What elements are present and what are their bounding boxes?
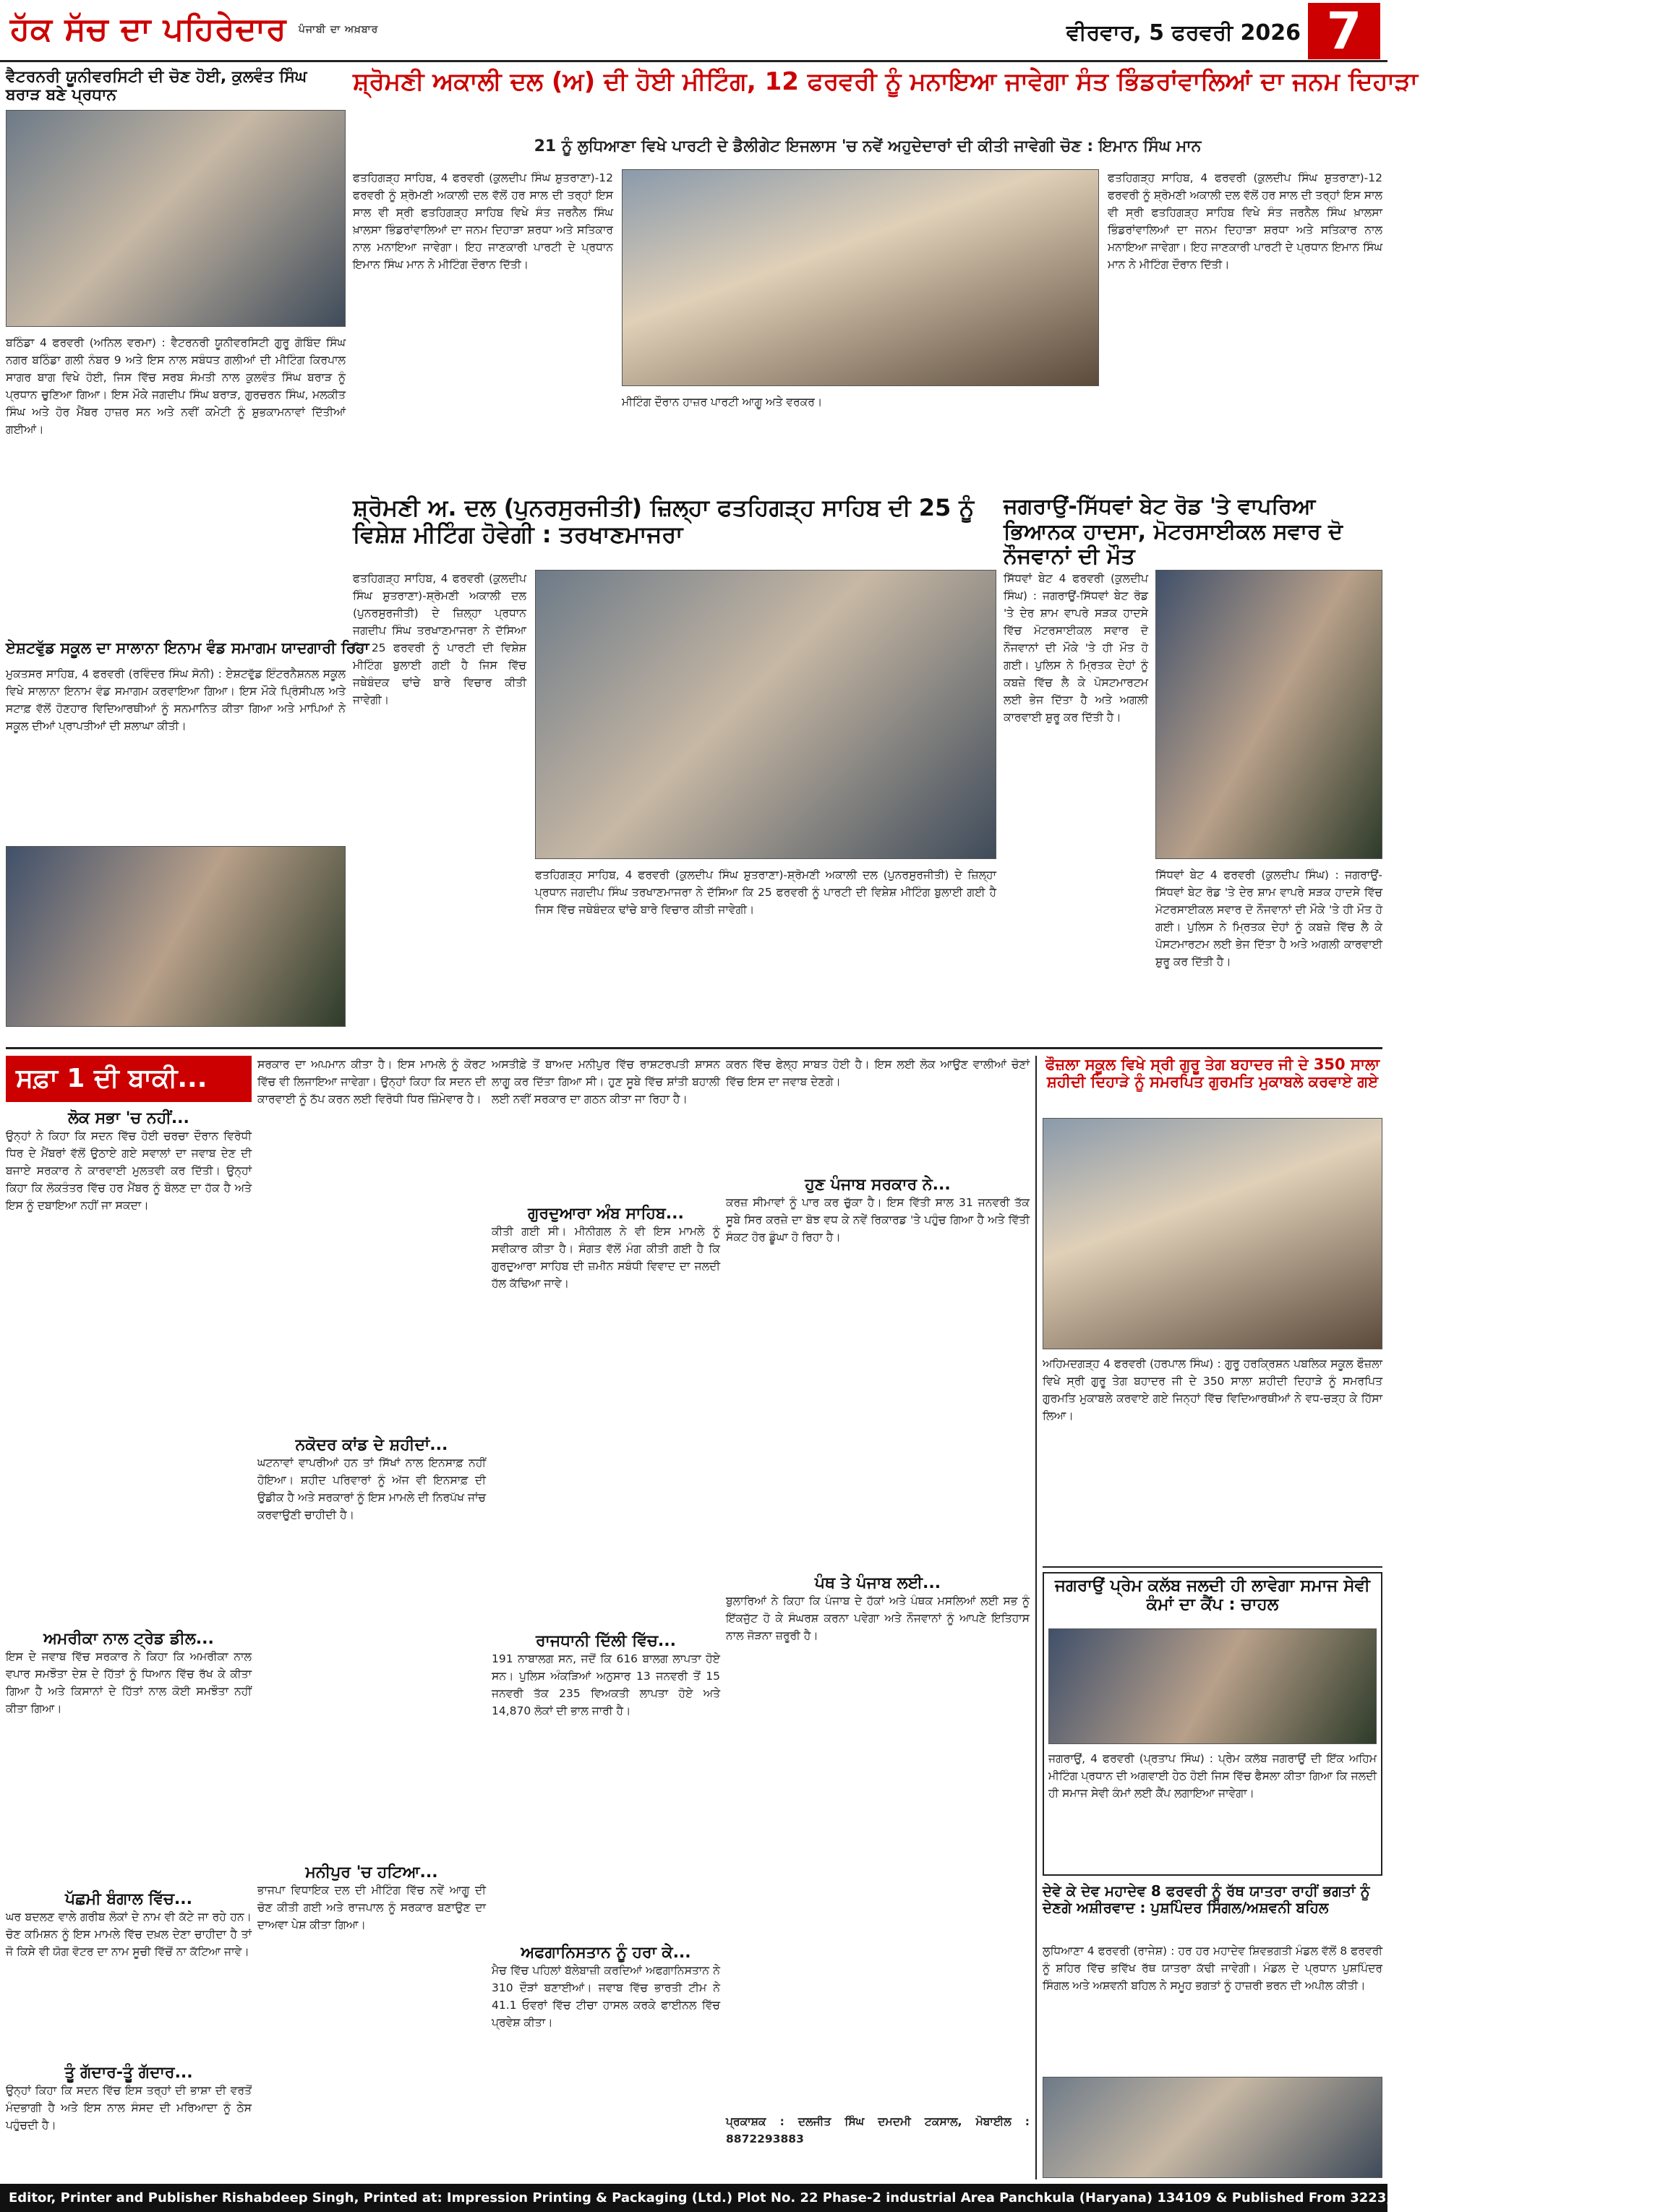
section-divider bbox=[1043, 1566, 1382, 1568]
continuation-item bbox=[6, 1630, 252, 1890]
continuation-body: ਮੈਚ ਵਿੱਚ ਪਹਿਲਾਂ ਬੱਲੇਬਾਜ਼ੀ ਕਰਦਿਆਂ ਅਫਗਾਨਿਸਤਾਨ ਨੇ 310 ਦੌੜਾਂ ਬਣਾਈਆਂ। ਜਵਾਬ ਵਿੱਚ ਭਾਰਤੀ ਟੀਮ ਨੇ 41.1 ਓਵਰਾਂ ਵਿੱਚ ਟੀਚਾ ਹਾਸਲ ਕਰਕੇ ਫਾਈਨਲ ਵਿੱਚ ਪ੍ਰਵੇਸ਼ ਕੀਤਾ। bbox=[492, 1964, 720, 2030]
newspaper-logo: ਹੱਕ ਸੱਚ ਦਾ ਪਹਿਰੇਦਾਰ $^{ਪੰਜਾਬੀ ਦਾ ਅਖ਼ਬਾਰ}$ bbox=[10, 11, 379, 48]
story-prem-club bbox=[1043, 1572, 1382, 1876]
issue-date: ਵੀਰਵਾਰ, 5 ਫਰਵਰੀ 2026 bbox=[1066, 20, 1301, 46]
story-body: ਫਤਹਿਗੜ੍ਹ ਸਾਹਿਬ, 4 ਫਰਵਰੀ (ਕੁਲਦੀਪ ਸਿੰਘ ਸ਼ੁਤਰਾਣਾ)-ਸ਼੍ਰੋਮਣੀ ਅਕਾਲੀ ਦਲ (ਪੁਨਰਸੁਰਜੀਤੀ) ਦੇ ਜ਼ਿਲ੍ਹਾ ਪ੍ਰਧਾਨ ਜਗਦੀਪ ਸਿੰਘ ਤਰਖਾਣਮਾਜਰਾ ਨੇ ਦੱਸਿਆ ਕਿ 25 ਫਰਵਰੀ ਨੂੰ ਪਾਰਟੀ ਦੀ ਵਿਸ਼ੇਸ਼ ਮੀਟਿੰਗ ਬੁਲਾਈ ਗਈ ਹੈ ਜਿਸ ਵਿੱਚ ਜਥੇਬੰਦਕ ਢਾਂਚੇ ਬਾਰੇ ਵਿਚਾਰ ਕੀਤੀ ਜਾਵੇਗੀ। bbox=[353, 572, 526, 707]
continuation-body: ਸਰਕਾਰ ਦਾ ਅਪਮਾਨ ਕੀਤਾ ਹੈ। ਇਸ ਮਾਮਲੇ ਨੂੰ ਕੋਰਟ ਵਿੱਚ ਵੀ ਲਿਜਾਇਆ ਜਾਵੇਗਾ। ਉਨ੍ਹਾਂ ਕਿਹਾ ਕਿ ਸਦਨ ਦੀ ਕਾਰਵਾਈ ਨੂੰ ਠੱਪ ਕਰਨ ਲਈ ਵਿਰੋਧੀ ਧਿਰ ਜ਼ਿੰਮੇਵਾਰ ਹੈ। bbox=[257, 1058, 486, 1106]
continuation-body: ਘਟਨਾਵਾਂ ਵਾਪਰੀਆਂ ਹਨ ਤਾਂ ਸਿੱਖਾਂ ਨਾਲ ਇਨਸਾਫ਼ ਨਹੀਂ ਹੋਇਆ। ਸ਼ਹੀਦ ਪਰਿਵਾਰਾਂ ਨੂੰ ਅੱਜ ਵੀ ਇਨਸਾਫ਼ ਦੀ ਉਡੀਕ ਹੈ ਅਤੇ ਸਰਕਾਰਾਂ ਨੂੰ ਇਸ ਮਾਮਲੇ ਦੀ ਨਿਰਪੱਖ ਜਾਂਚ ਕਰਵਾਉਣੀ ਚਾਹੀਦੀ ਹੈ। bbox=[257, 1456, 486, 1522]
story-photo bbox=[1043, 2077, 1382, 2178]
continuation-body: ਕੀਤੀ ਗਈ ਸੀ। ਮੀਨੀਗਲ ਨੇ ਵੀ ਇਸ ਮਾਮਲੇ ਨੂੰ ਸਵੀਕਾਰ ਕੀਤਾ ਹੈ। ਸੰਗਤ ਵੱਲੋਂ ਮੰਗ ਕੀਤੀ ਗਈ ਹੈ ਕਿ ਗੁਰਦੁਆਰਾ ਸਾਹਿਬ ਦੀ ਜ਼ਮੀਨ ਸਬੰਧੀ ਵਿਵਾਦ ਦਾ ਜਲਦੀ ਹੱਲ ਕੱਢਿਆ ਜਾਵੇ। bbox=[492, 1225, 720, 1291]
headline: ਜਗਰਾਉਂ ਪ੍ਰੇਮ ਕਲੱਬ ਜਲਦੀ ਹੀ ਲਾਵੇਗਾ ਸਮਾਜ ਸੇਵੀ ਕੰਮਾਂ ਦਾ ਕੈਂਪ : ਚਾਹਲ bbox=[1055, 1576, 1370, 1615]
story-school bbox=[6, 639, 369, 1041]
continuations-col-4 bbox=[726, 1056, 1030, 2179]
continuation-body: ਉਨ੍ਹਾਂ ਕਿਹਾ ਕਿ ਸਦਨ ਵਿੱਚ ਇਸ ਤਰ੍ਹਾਂ ਦੀ ਭਾਸ਼ਾ ਦੀ ਵਰਤੋਂ ਮੰਦਭਾਗੀ ਹੈ ਅਤੇ ਇਸ ਨਾਲ ਸੰਸਦ ਦੀ ਮਰਿਆਦਾ ਨੂੰ ਠੇਸ ਪਹੁੰਚਦੀ ਹੈ। bbox=[6, 2084, 252, 2132]
continuation-body: ਉਨ੍ਹਾਂ ਨੇ ਕਿਹਾ ਕਿ ਸਦਨ ਵਿੱਚ ਹੋਈ ਚਰਚਾ ਦੌਰਾਨ ਵਿਰੋਧੀ ਧਿਰ ਦੇ ਮੈਂਬਰਾਂ ਵੱਲੋਂ ਉਠਾਏ ਗਏ ਸਵਾਲਾਂ ਦਾ ਜਵਾਬ ਦੇਣ ਦੀ ਬਜਾਏ ਸਰਕਾਰ ਨੇ ਕਾਰਵਾਈ ਮੁਲਤਵੀ ਕਰ ਦਿੱਤੀ। ਉਨ੍ਹਾਂ ਕਿਹਾ ਕਿ ਲੋਕਤੰਤਰ ਵਿੱਚ ਹਰ ਮੈਂਬਰ ਨੂੰ ਬੋਲਣ ਦਾ ਹੱਕ ਹੈ ਅਤੇ ਇਸ ਨੂੰ ਦਬਾਇਆ ਨਹੀਂ ਜਾ ਸਕਦਾ। bbox=[6, 1130, 252, 1213]
story-guru-tegh-bahadur bbox=[1043, 1056, 1382, 1562]
story-main bbox=[353, 67, 1418, 487]
publisher-credit: ਪ੍ਰਕਾਸ਼ਕ : ਦਲਜੀਤ ਸਿੰਘ ਦਮਦਮੀ ਟਕਸਾਲ, ਮੋਬਾਈਲ : 8872293883 bbox=[726, 2115, 1030, 2146]
story-body: ਬਠਿੰਡਾ 4 ਫਰਵਰੀ (ਅਨਿਲ ਵਰਮਾ) : ਵੈਟਰਨਰੀ ਯੂਨੀਵਰਸਿਟੀ ਗੁਰੂ ਗੋਬਿੰਦ ਸਿੰਘ ਨਗਰ ਬਠਿੰਡਾ ਗਲੀ ਨੰਬਰ 9 ਅਤੇ ਇਸ ਨਾਲ ਸਬੰਧਤ ਗਲੀਆਂ ਦੀ ਮੀਟਿੰਗ ਕਿਰਪਾਲ ਸਾਗਰ ਬਾਗ ਵਿਖੇ ਹੋਈ, ਜਿਸ ਵਿੱਚ ਸਰਬ ਸੰਮਤੀ ਨਾਲ ਕੁਲਵੰਤ ਸਿੰਘ ਬਰਾੜ ਨੂੰ ਪ੍ਰਧਾਨ ਚੁਣਿਆ ਗਿਆ। ਇਸ ਮੌਕੇ ਜਗਦੀਪ ਸਿੰਘ ਬਰਾੜ, ਗੁਰਚਰਨ ਸਿੰਘ, ਮਲਕੀਤ ਸਿੰਘ ਅਤੇ ਹੋਰ ਮੈਂਬਰ ਹਾਜ਼ਰ ਸਨ ਅਤੇ ਨਵੀਂ ਕਮੇਟੀ ਨੂੰ ਸ਼ੁਭਕਾਮਨਾਵਾਂ ਦਿੱਤੀਆਂ ਗਈਆਂ। bbox=[6, 336, 346, 437]
story-body-continued: ਫਤਹਿਗੜ੍ਹ ਸਾਹਿਬ, 4 ਫਰਵਰੀ (ਕੁਲਦੀਪ ਸਿੰਘ ਸ਼ੁਤਰਾਣਾ)-ਸ਼੍ਰੋਮਣੀ ਅਕਾਲੀ ਦਲ (ਪੁਨਰਸੁਰਜੀਤੀ) ਦੇ ਜ਼ਿਲ੍ਹਾ ਪ੍ਰਧਾਨ ਜਗਦੀਪ ਸਿੰਘ ਤਰਖਾਣਮਾਜਰਾ ਨੇ ਦੱਸਿਆ ਕਿ 25 ਫਰਵਰੀ ਨੂੰ ਪਾਰਟੀ ਦੀ ਵਿਸ਼ੇਸ਼ ਮੀਟਿੰਗ ਬੁਲਾਈ ਗਈ ਹੈ ਜਿਸ ਵਿੱਚ ਜਥੇਬੰਦਕ ਢਾਂਚੇ ਬਾਰੇ ਵਿਚਾਰ ਕੀਤੀ ਜਾਵੇਗੀ। bbox=[535, 868, 996, 917]
subheadline: 21 ਨੂੰ ਲੁਧਿਆਣਾ ਵਿਖੇ ਪਾਰਟੀ ਦੇ ਡੈਲੀਗੇਟ ਇਜਲਾਸ 'ਚ ਨਵੇਂ ਅਹੁਦੇਦਾਰਾਂ ਦੀ ਕੀਤੀ ਜਾਵੇਗੀ ਚੋਣ : ਇਮਾਨ ਸਿੰਘ ਮਾਨ bbox=[534, 137, 1202, 155]
continuation-title: ਲੋਕ ਸਭਾ 'ਚ ਨਹੀਂ... bbox=[68, 1109, 189, 1127]
story-photo bbox=[1043, 1118, 1382, 1349]
continuation-title: ਗੁਰਦੁਆਰਾ ਅੰਬ ਸਾਹਿਬ... bbox=[528, 1205, 684, 1223]
continuation-title: ਤੂੰ ਗੱਦਾਰ-ਤੂੰ ਗੱਦਾਰ... bbox=[64, 2064, 193, 2082]
continuation-item bbox=[6, 2064, 252, 2172]
continuation-body: ਭਾਜਪਾ ਵਿਧਾਇਕ ਦਲ ਦੀ ਮੀਟਿੰਗ ਵਿੱਚ ਨਵੇਂ ਆਗੂ ਦੀ ਚੋਣ ਕੀਤੀ ਗਈ ਅਤੇ ਰਾਜਪਾਲ ਨੂੰ ਸਰਕਾਰ ਬਣਾਉਣ ਦਾ ਦਾਅਵਾ ਪੇਸ਼ ਕੀਤਾ ਗਿਆ। bbox=[257, 1884, 486, 1932]
story-body: ਮੁਕਤਸਰ ਸਾਹਿਬ, 4 ਫਰਵਰੀ (ਰਵਿੰਦਰ ਸਿੰਘ ਸੋਨੀ) : ਏਸ਼ਟਵੁੱਡ ਇੰਟਰਨੈਸ਼ਨਲ ਸਕੂਲ ਵਿਖੇ ਸਾਲਾਨਾ ਇਨਾਮ ਵੰਡ ਸਮਾਗਮ ਕਰਵਾਇਆ ਗਿਆ। ਇਸ ਮੌਕੇ ਪ੍ਰਿੰਸੀਪਲ ਅਤੇ ਸਟਾਫ਼ ਵੱਲੋਂ ਹੋਣਹਾਰ ਵਿਦਿਆਰਥੀਆਂ ਨੂੰ ਸਨਮਾਨਿਤ ਕੀਤਾ ਗਿਆ ਅਤੇ ਮਾਪਿਆਂ ਨੇ ਸਕੂਲ ਦੀਆਂ ਪ੍ਰਾਪਤੀਆਂ ਦੀ ਸ਼ਲਾਘਾ ਕੀਤੀ। bbox=[6, 667, 346, 733]
story-photo bbox=[535, 570, 996, 859]
continuation-body: 191 ਨਾਬਾਲਗ ਸਨ, ਜਦੋਂ ਕਿ 616 ਬਾਲਗ ਲਾਪਤਾ ਹੋਏ ਸਨ। ਪੁਲਿਸ ਅੰਕੜਿਆਂ ਅਨੁਸਾਰ 13 ਜਨਵਰੀ ਤੋਂ 15 ਜਨਵਰੀ ਤੱਕ 235 ਵਿਅਕਤੀ ਲਾਪਤਾ ਹੋਏ ਅਤੇ 14,870 ਲੋਕਾਂ ਦੀ ਭਾਲ ਜਾਰੀ ਹੈ। bbox=[492, 1652, 720, 1718]
continuation-title: ਰਾਜਧਾਨੀ ਦਿੱਲੀ ਵਿੱਚ... bbox=[535, 1632, 677, 1650]
story-photo bbox=[6, 110, 346, 327]
continuation-title: ਹੁਣ ਪੰਜਾਬ ਸਰਕਾਰ ਨੇ... bbox=[805, 1176, 951, 1194]
continuation-body: ਬੁਲਾਰਿਆਂ ਨੇ ਕਿਹਾ ਕਿ ਪੰਜਾਬ ਦੇ ਹੱਕਾਂ ਅਤੇ ਪੰਥਕ ਮਸਲਿਆਂ ਲਈ ਸਭ ਨੂੰ ਇੱਕਜੁੱਟ ਹੋ ਕੇ ਸੰਘਰਸ਼ ਕਰਨਾ ਪਵੇਗਾ ਅਤੇ ਨੌਜਵਾਨਾਂ ਨੂੰ ਆਪਣੇ ਇਤਿਹਾਸ ਨਾਲ ਜੋੜਨਾ ਜ਼ਰੂਰੀ ਹੈ। bbox=[726, 1594, 1030, 1643]
headline: ਫੌਜ਼ਲਾ ਸਕੂਲ ਵਿਖੇ ਸ੍ਰੀ ਗੁਰੂ ਤੇਗ ਬਹਾਦਰ ਜੀ ਦੇ 350 ਸਾਲਾ ਸ਼ਹੀਦੀ ਦਿਹਾੜੇ ਨੂੰ ਸਮਰਪਿਤ ਗੁਰਮਤਿ ਮੁਕਾਬਲੇ ਕਰਵਾਏ ਗਏ bbox=[1045, 1056, 1380, 1091]
story-mahadev-rath-yatra bbox=[1043, 1883, 1382, 2179]
continuation-body: ਅਸਤੀਫ਼ੇ ਤੋਂ ਬਾਅਦ ਮਨੀਪੁਰ ਵਿੱਚ ਰਾਸ਼ਟਰਪਤੀ ਸ਼ਾਸਨ ਲਾਗੂ ਕਰ ਦਿੱਤਾ ਗਿਆ ਸੀ। ਹੁਣ ਸੂਬੇ ਵਿੱਚ ਸ਼ਾਂਤੀ ਬਹਾਲੀ ਲਈ ਨਵੀਂ ਸਰਕਾਰ ਦਾ ਗਠਨ ਕੀਤਾ ਜਾ ਰਿਹਾ ਹੈ। bbox=[492, 1058, 720, 1106]
story-body: ਜਗਰਾਉਂ, 4 ਫਰਵਰੀ (ਪ੍ਰਤਾਪ ਸਿੰਘ) : ਪ੍ਰੇਮ ਕਲੱਬ ਜਗਰਾਉਂ ਦੀ ਇੱਕ ਅਹਿਮ ਮੀਟਿੰਗ ਪ੍ਰਧਾਨ ਦੀ ਅਗਵਾਈ ਹੇਠ ਹੋਈ ਜਿਸ ਵਿੱਚ ਫੈਸਲਾ ਕੀਤਾ ਗਿਆ ਕਿ ਜਲਦੀ ਹੀ ਸਮਾਜ ਸੇਵੀ ਕੰਮਾਂ ਲਈ ਕੈਂਪ ਲਗਾਇਆ ਜਾਵੇਗਾ। bbox=[1048, 1752, 1377, 1801]
story-university bbox=[6, 68, 346, 632]
continuation-title: ਅਮਰੀਕਾ ਨਾਲ ਟ੍ਰੇਡ ਡੀਲ... bbox=[43, 1630, 214, 1648]
continuations-col-1 bbox=[6, 1109, 252, 2179]
continuation-title: ਨਕੋਦਰ ਕਾਂਡ ਦੇ ਸ਼ਹੀਦਾਂ... bbox=[295, 1436, 448, 1454]
story-body: ਲੁਧਿਆਣਾ 4 ਫਰਵਰੀ (ਰਾਜੇਸ਼) : ਹਰ ਹਰ ਮਹਾਦੇਵ ਸ਼ਿਵਭਗਤੀ ਮੰਡਲ ਵੱਲੋਂ 8 ਫਰਵਰੀ ਨੂੰ ਸ਼ਹਿਰ ਵਿੱਚ ਭਵਿੱਖ ਰੱਥ ਯਾਤਰਾ ਕੱਢੀ ਜਾਵੇਗੀ। ਮੰਡਲ ਦੇ ਪ੍ਰਧਾਨ ਪੁਸ਼ਪਿੰਦਰ ਸਿੰਗਲ ਅਤੇ ਅਸ਼ਵਨੀ ਬਹਿਲ ਨੇ ਸਮੂਹ ਭਗਤਾਂ ਨੂੰ ਹਾਜ਼ਰੀ ਭਰਨ ਦੀ ਅਪੀਲ ਕੀਤੀ। bbox=[1043, 1944, 1382, 1993]
continuation-body: ਇਸ ਦੇ ਜਵਾਬ ਵਿੱਚ ਸਰਕਾਰ ਨੇ ਕਿਹਾ ਕਿ ਅਮਰੀਕਾ ਨਾਲ ਵਪਾਰ ਸਮਝੌਤਾ ਦੇਸ਼ ਦੇ ਹਿੱਤਾਂ ਨੂੰ ਧਿਆਨ ਵਿੱਚ ਰੱਖ ਕੇ ਕੀਤਾ ਗਿਆ ਹੈ ਅਤੇ ਕਿਸਾਨਾਂ ਦੇ ਹਿੱਤਾਂ ਨਾਲ ਕੋਈ ਸਮਝੌਤਾ ਨਹੀਂ ਕੀਤਾ ਗਿਆ। bbox=[6, 1650, 252, 1716]
headline: ਵੈਟਰਨਰੀ ਯੂਨੀਵਰਸਿਟੀ ਦੀ ਚੋਣ ਹੋਈ, ਕੁਲਵੰਤ ਸਿੰਘ ਬਰਾੜ ਬਣੇ ਪ੍ਰਧਾਨ bbox=[6, 68, 307, 105]
continuation-body: ਕਰਜ਼ ਸੀਮਾਵਾਂ ਨੂੰ ਪਾਰ ਕਰ ਚੁੱਕਾ ਹੈ। ਇਸ ਵਿੱਤੀ ਸਾਲ 31 ਜਨਵਰੀ ਤੱਕ ਸੂਬੇ ਸਿਰ ਕਰਜ਼ੇ ਦਾ ਬੋਝ ਵਧ ਕੇ ਨਵੇਂ ਰਿਕਾਰਡ 'ਤੇ ਪਹੁੰਚ ਗਿਆ ਹੈ ਅਤੇ ਵਿੱਤੀ ਸੰਕਟ ਹੋਰ ਡੂੰਘਾ ਹੋ ਰਿਹਾ ਹੈ। bbox=[726, 1196, 1030, 1244]
headline: ਏਸ਼ਟਵੁੱਡ ਸਕੂਲ ਦਾ ਸਾਲਾਨਾ ਇਨਾਮ ਵੰਡ ਸਮਾਗਮ ਯਾਦਗਾਰੀ ਰਿਹਾ bbox=[6, 639, 369, 657]
headline: ਸ਼੍ਰੋਮਣੀ ਅ. ਦਲ (ਪੁਨਰਸੁਰਜੀਤੀ) ਜ਼ਿਲ੍ਹਾ ਫਤਹਿਗੜ੍ਹ ਸਾਹਿਬ ਦੀ 25 ਨੂੰ ਵਿਸ਼ੇਸ਼ ਮੀਟਿੰਗ ਹੋਵੇਗੀ : ਤਰਖਾਣਮਾਜਰਾ bbox=[353, 494, 975, 548]
continuation-title: ਅਫਗਾਨਿਸਤਾਨ ਨੂੰ ਹਰਾ ਕੇ... bbox=[521, 1944, 691, 1962]
continuations-col-2 bbox=[257, 1056, 486, 2179]
continuation-item bbox=[6, 1109, 252, 1630]
continuation-body: ਘਰ ਬਦਲਣ ਵਾਲੇ ਗਰੀਬ ਲੋਕਾਂ ਦੇ ਨਾਮ ਵੀ ਕੱਟੇ ਜਾ ਰਹੇ ਹਨ। ਚੋਣ ਕਮਿਸ਼ਨ ਨੂੰ ਇਸ ਮਾਮਲੇ ਵਿੱਚ ਦਖ਼ਲ ਦੇਣਾ ਚਾਹੀਦਾ ਹੈ ਤਾਂ ਜੋ ਕਿਸੇ ਵੀ ਯੋਗ ਵੋਟਰ ਦਾ ਨਾਮ ਸੂਚੀ ਵਿੱਚੋਂ ਨਾ ਕੱਟਿਆ ਜਾਵੇ। bbox=[6, 1910, 252, 1959]
section-divider bbox=[6, 1047, 1382, 1049]
continuations-label: ਸਫ਼ਾ 1 ਦੀ ਬਾਕੀ... bbox=[6, 1056, 252, 1102]
continuations-col-3 bbox=[492, 1056, 720, 2179]
story-photo bbox=[6, 846, 346, 1027]
accident-photo bbox=[1155, 570, 1382, 859]
continuation-item bbox=[6, 1890, 252, 2064]
story-fatehgarh bbox=[353, 495, 996, 1041]
photo-caption: ਮੀਟਿੰਗ ਦੌਰਾਨ ਹਾਜ਼ਰ ਪਾਰਟੀ ਆਗੂ ਅਤੇ ਵਰਕਰ। bbox=[622, 396, 823, 409]
story-body: ਫਤਹਿਗੜ੍ਹ ਸਾਹਿਬ, 4 ਫਰਵਰੀ (ਕੁਲਦੀਪ ਸਿੰਘ ਸ਼ੁਤਰਾਣਾ)-12 ਫਰਵਰੀ ਨੂੰ ਸ਼੍ਰੋਮਣੀ ਅਕਾਲੀ ਦਲ ਵੱਲੋਂ ਹਰ ਸਾਲ ਦੀ ਤਰ੍ਹਾਂ ਇਸ ਸਾਲ ਵੀ ਸ੍ਰੀ ਫਤਹਿਗੜ੍ਹ ਸਾਹਿਬ ਵਿਖੇ ਸੰਤ ਜਰਨੈਲ ਸਿੰਘ ਖ਼ਾਲਸਾ ਭਿੰਡਰਾਂਵਾਲਿਆਂ ਦਾ ਜਨਮ ਦਿਹਾੜਾ ਸ਼ਰਧਾ ਅਤੇ ਸਤਿਕਾਰ ਨਾਲ ਮਨਾਇਆ ਜਾਵੇਗਾ। ਇਹ ਜਾਣਕਾਰੀ ਪਾਰਟੀ ਦੇ ਪ੍ਰਧਾਨ ਇਮਾਨ ਸਿੰਘ ਮਾਨ ਨੇ ਮੀਟਿੰਗ ਦੌਰਾਨ ਦਿੱਤੀ। bbox=[353, 171, 613, 272]
page-number: 7 bbox=[1308, 3, 1380, 59]
story-body-continued: ਫਤਹਿਗੜ੍ਹ ਸਾਹਿਬ, 4 ਫਰਵਰੀ (ਕੁਲਦੀਪ ਸਿੰਘ ਸ਼ੁਤਰਾਣਾ)-12 ਫਰਵਰੀ ਨੂੰ ਸ਼੍ਰੋਮਣੀ ਅਕਾਲੀ ਦਲ ਵੱਲੋਂ ਹਰ ਸਾਲ ਦੀ ਤਰ੍ਹਾਂ ਇਸ ਸਾਲ ਵੀ ਸ੍ਰੀ ਫਤਹਿਗੜ੍ਹ ਸਾਹਿਬ ਵਿਖੇ ਸੰਤ ਜਰਨੈਲ ਸਿੰਘ ਖ਼ਾਲਸਾ ਭਿੰਡਰਾਂਵਾਲਿਆਂ ਦਾ ਜਨਮ ਦਿਹਾੜਾ ਸ਼ਰਧਾ ਅਤੇ ਸਤਿਕਾਰ ਨਾਲ ਮਨਾਇਆ ਜਾਵੇਗਾ। ਇਹ ਜਾਣਕਾਰੀ ਪਾਰਟੀ ਦੇ ਪ੍ਰਧਾਨ ਇਮਾਨ ਸਿੰਘ ਮਾਨ ਨੇ ਮੀਟਿੰਗ ਦੌਰਾਨ ਦਿੱਤੀ। bbox=[1108, 171, 1382, 272]
column-divider bbox=[1035, 1056, 1037, 2179]
story-photo bbox=[1048, 1628, 1377, 1744]
imprint-footer: Editor, Printer and Publisher Rishabdeep Singh, Printed at: Impression Printing & Packaging (Ltd.) Plot No. 22 Phase-2 industrial Area Panchkula (Haryana) 134109 & Published From 3223, First Floor, Sector-35D, Chandigarh bbox=[0, 2184, 1387, 2212]
story-body: ਸਿੱਧਵਾਂ ਬੇਟ 4 ਫਰਵਰੀ (ਕੁਲਦੀਪ ਸਿੰਘ) : ਜਗਰਾਉਂ-ਸਿੱਧਵਾਂ ਬੇਟ ਰੋਡ 'ਤੇ ਦੇਰ ਸ਼ਾਮ ਵਾਪਰੇ ਸੜਕ ਹਾਦਸੇ ਵਿੱਚ ਮੋਟਰਸਾਈਕਲ ਸਵਾਰ ਦੋ ਨੌਜਵਾਨਾਂ ਦੀ ਮੌਕੇ 'ਤੇ ਹੀ ਮੌਤ ਹੋ ਗਈ। ਪੁਲਿਸ ਨੇ ਮ੍ਰਿਤਕ ਦੇਹਾਂ ਨੂੰ ਕਬਜ਼ੇ ਵਿੱਚ ਲੈ ਕੇ ਪੋਸਟਮਾਰਟਮ ਲਈ ਭੇਜ ਦਿੱਤਾ ਹੈ ਅਤੇ ਅਗਲੀ ਕਾਰਵਾਈ ਸ਼ੁਰੂ ਕਰ ਦਿੱਤੀ ਹੈ। bbox=[1004, 572, 1148, 725]
story-body: ਅਹਿਮਦਗੜ੍ਹ 4 ਫਰਵਰੀ (ਹਰਪਾਲ ਸਿੰਘ) : ਗੁਰੂ ਹਰਕ੍ਰਿਸ਼ਨ ਪਬਲਿਕ ਸਕੂਲ ਫੌਜ਼ਲਾ ਵਿਖੇ ਸ੍ਰੀ ਗੁਰੂ ਤੇਗ ਬਹਾਦਰ ਜੀ ਦੇ 350 ਸਾਲਾ ਸ਼ਹੀਦੀ ਦਿਹਾੜੇ ਨੂੰ ਸਮਰਪਿਤ ਗੁਰਮਤਿ ਮੁਕਾਬਲੇ ਕਰਵਾਏ ਗਏ ਜਿਨ੍ਹਾਂ ਵਿੱਚ ਵਿਦਿਆਰਥੀਆਂ ਨੇ ਵਧ-ਚੜ੍ਹ ਕੇ ਹਿੱਸਾ ਲਿਆ। bbox=[1043, 1357, 1382, 1423]
story-accident bbox=[1004, 495, 1382, 1041]
continuation-title: ਮਨੀਪੁਰ 'ਚ ਹਟਿਆ... bbox=[305, 1863, 438, 1882]
story-body-continued: ਸਿੱਧਵਾਂ ਬੇਟ 4 ਫਰਵਰੀ (ਕੁਲਦੀਪ ਸਿੰਘ) : ਜਗਰਾਉਂ-ਸਿੱਧਵਾਂ ਬੇਟ ਰੋਡ 'ਤੇ ਦੇਰ ਸ਼ਾਮ ਵਾਪਰੇ ਸੜਕ ਹਾਦਸੇ ਵਿੱਚ ਮੋਟਰਸਾਈਕਲ ਸਵਾਰ ਦੋ ਨੌਜਵਾਨਾਂ ਦੀ ਮੌਕੇ 'ਤੇ ਹੀ ਮੌਤ ਹੋ ਗਈ। ਪੁਲਿਸ ਨੇ ਮ੍ਰਿਤਕ ਦੇਹਾਂ ਨੂੰ ਕਬਜ਼ੇ ਵਿੱਚ ਲੈ ਕੇ ਪੋਸਟਮਾਰਟਮ ਲਈ ਭੇਜ ਦਿੱਤਾ ਹੈ ਅਤੇ ਅਗਲੀ ਕਾਰਵਾਈ ਸ਼ੁਰੂ ਕਰ ਦਿੱਤੀ ਹੈ। bbox=[1155, 868, 1382, 969]
headline: ਦੇਵੇ ਕੇ ਦੇਵ ਮਹਾਦੇਵ 8 ਫਰਵਰੀ ਨੂੰ ਰੱਥ ਯਾਤਰਾ ਰਾਹੀਂ ਭਗਤਾਂ ਨੂੰ ਦੇਣਗੇ ਅਸ਼ੀਰਵਾਦ : ਪੁਸ਼ਪਿੰਦਰ ਸਿੰਗਲ/ਅਸ਼ਵਨੀ ਬਹਿਲ bbox=[1043, 1882, 1370, 1916]
continuation-title: ਪੰਥ ਤੇ ਪੰਜਾਬ ਲਈ... bbox=[814, 1574, 941, 1592]
continuation-title: ਪੱਛਮੀ ਬੰਗਾਲ ਵਿੱਚ... bbox=[65, 1890, 192, 1908]
main-photo bbox=[622, 169, 1099, 386]
masthead bbox=[0, 0, 1387, 62]
headline: ਜਗਰਾਉਂ-ਸਿੱਧਵਾਂ ਬੇਟ ਰੋਡ 'ਤੇ ਵਾਪਰਿਆ ਭਿਆਨਕ ਹਾਦਸਾ, ਮੋਟਰਸਾਈਕਲ ਸਵਾਰ ਦੋ ਨੌਜਵਾਨਾਂ ਦੀ ਮੌਤ bbox=[1004, 494, 1343, 569]
headline: ਸ਼੍ਰੋਮਣੀ ਅਕਾਲੀ ਦਲ (ਅ) ਦੀ ਹੋਈ ਮੀਟਿੰਗ, 12 ਫਰਵਰੀ ਨੂੰ ਮਨਾਇਆ ਜਾਵੇਗਾ ਸੰਤ ਭਿੰਡਰਾਂਵਾਲਿਆਂ ਦਾ ਜਨਮ ਦਿਹਾੜਾ bbox=[353, 67, 1418, 96]
continuation-body: ਕਰਨ ਵਿੱਚ ਫੇਲ੍ਹ ਸਾਬਤ ਹੋਈ ਹੈ। ਇਸ ਲਈ ਲੋਕ ਆਉਣ ਵਾਲੀਆਂ ਚੋਣਾਂ ਵਿੱਚ ਇਸ ਦਾ ਜਵਾਬ ਦੇਣਗੇ। bbox=[726, 1058, 1030, 1089]
